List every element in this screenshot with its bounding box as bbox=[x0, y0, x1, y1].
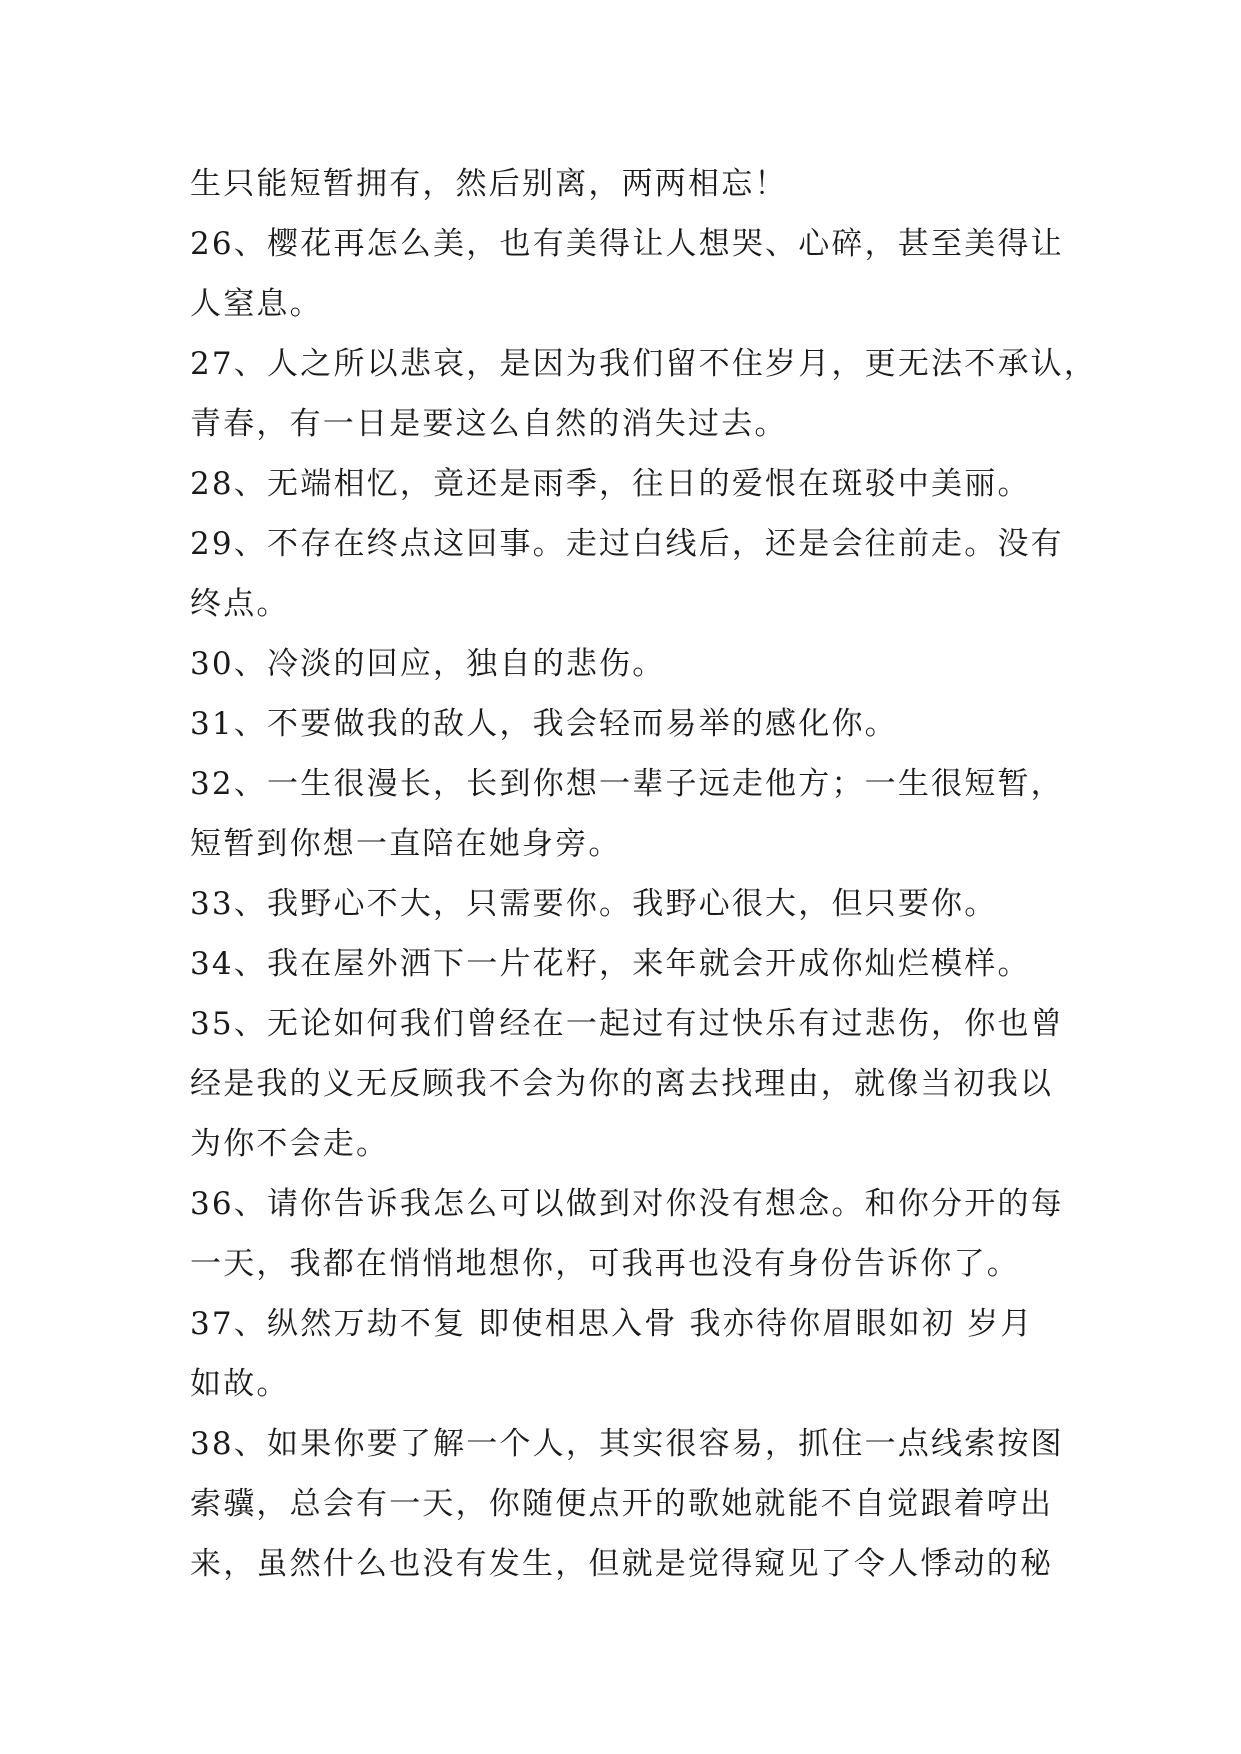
text-line: 38、如果你要了解一个人，其实很容易，抓住一点线索按图 bbox=[190, 1426, 1064, 1462]
text-line: 36、请你告诉我怎么可以做到对你没有想念。和你分开的每 bbox=[190, 1186, 1064, 1222]
text-line: 生只能短暂拥有，然后别离，两两相忘！ bbox=[190, 166, 788, 202]
text-line: 29、不存在终点这回事。走过白线后，还是会往前走。没有 bbox=[190, 526, 1064, 562]
text-line: 32、一生很漫长，长到你想一辈子远走他方；一生很短暂， bbox=[190, 766, 1064, 802]
text-line: 33、我野心不大，只需要你。我野心很大，但只要你。 bbox=[190, 886, 998, 922]
text-body bbox=[190, 154, 1098, 1594]
text-line: 经是我的义无反顾我不会为你的离去找理由，就像当初我以 bbox=[190, 1066, 1054, 1102]
text-line: 26、樱花再怎么美，也有美得让人想哭、心碎，甚至美得让 bbox=[190, 226, 1064, 262]
text-line: 为你不会走。 bbox=[190, 1126, 390, 1162]
text-line: 来，虽然什么也没有发生，但就是觉得窥见了令人悸动的秘 bbox=[190, 1546, 1054, 1582]
text-line: 人窒息。 bbox=[190, 286, 323, 322]
text-line: 34、我在屋外洒下一片花籽，来年就会开成你灿烂模样。 bbox=[190, 946, 1031, 982]
text-line: 短暂到你想一直陪在她身旁。 bbox=[190, 826, 622, 862]
text-line: 35、无论如何我们曾经在一起过有过快乐有过悲伤，你也曾 bbox=[190, 1006, 1064, 1042]
text-line: 青春，有一日是要这么自然的消失过去。 bbox=[190, 406, 788, 442]
text-line: 27、人之所以悲哀，是因为我们留不住岁月，更无法不承认， bbox=[190, 346, 1098, 382]
text-line: 37、纵然万劫不复 即使相思入骨 我亦待你眉眼如初 岁月 bbox=[190, 1306, 1034, 1342]
text-line: 终点。 bbox=[190, 586, 290, 622]
text-line: 28、无端相忆，竟还是雨季，往日的爱恨在斑驳中美丽。 bbox=[190, 466, 1031, 502]
text-line: 一天，我都在悄悄地想你，可我再也没有身份告诉你了。 bbox=[190, 1246, 1020, 1282]
text-line: 索骥，总会有一天，你随便点开的歌她就能不自觉跟着哼出 bbox=[190, 1486, 1054, 1522]
text-line: 30、冷淡的回应，独自的悲伤。 bbox=[190, 646, 666, 682]
text-line: 如故。 bbox=[190, 1366, 290, 1402]
text-line: 31、不要做我的敌人，我会轻而易举的感化你。 bbox=[190, 706, 898, 742]
